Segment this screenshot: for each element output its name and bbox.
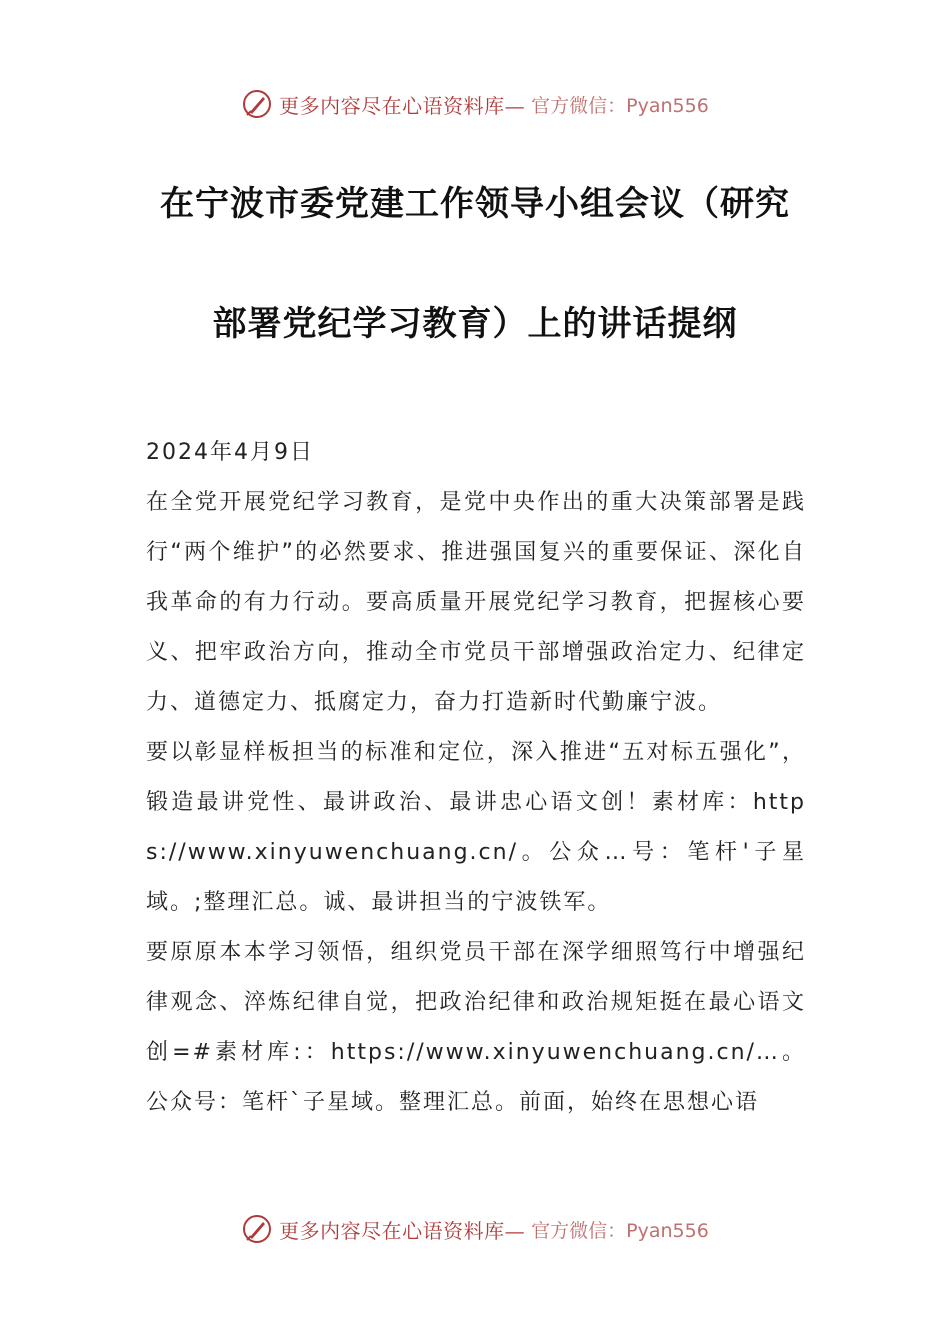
watermark-site-text: 更多内容尽在心语资料库— — [279, 1218, 526, 1243]
quill-logo-icon — [241, 1213, 273, 1245]
body-paragraph-3: 要原原本本学习领悟，组织党员干部在深学细照笃行中增强纪律观念、淬炼纪律自觉，把政治纪律和政治规矩挺在最心语文创=#素材库:：https://www.xinyuwenchuang.cn/…。公众号：笔杆`子星域。整理汇总。前面，始终在思想心语 — [146, 940, 806, 1115]
document-title-line-2: 部署党纪学习教育）上的讲话提纲 — [212, 304, 738, 344]
document-title-line-1: 在宁波市委党建工作领导小组会议（研究 — [160, 184, 790, 224]
document-date: 2024年4月9日 — [146, 440, 314, 465]
watermark-wechat-text: 官方微信：Pyan556 — [531, 1219, 709, 1242]
watermark-wechat-text: 官方微信：Pyan556 — [531, 94, 709, 117]
body-paragraph-1: 在全党开展党纪学习教育，是党中央作出的重大决策部署是践行“两个维护”的必然要求、推进强国复兴的重要保证、深化自我革命的有力行动。要高质量开展党纪学习教育，把握核心要义、把牢政治方向，推动全市党员干部增强政治定力、纪律定力、道德定力、抵腐定力，奋力打造新时代勤廉宁波。 — [146, 490, 806, 715]
body-paragraph-2: 要以彰显样板担当的标准和定位，深入推进“五对标五强化”，锻造最讲党性、最讲政治、最讲忠心语文创！素材库：https://www.xinyuwenchuang.cn/。公众…号：笔杆'子星域。;整理汇总。诚、最讲担当的宁波铁军。 — [146, 740, 806, 915]
quill-logo-icon — [241, 88, 273, 120]
document-body — [146, 428, 806, 1128]
watermark-site-text: 更多内容尽在心语资料库— — [279, 93, 526, 118]
watermark-footer — [0, 1209, 950, 1249]
watermark-header — [0, 84, 950, 124]
